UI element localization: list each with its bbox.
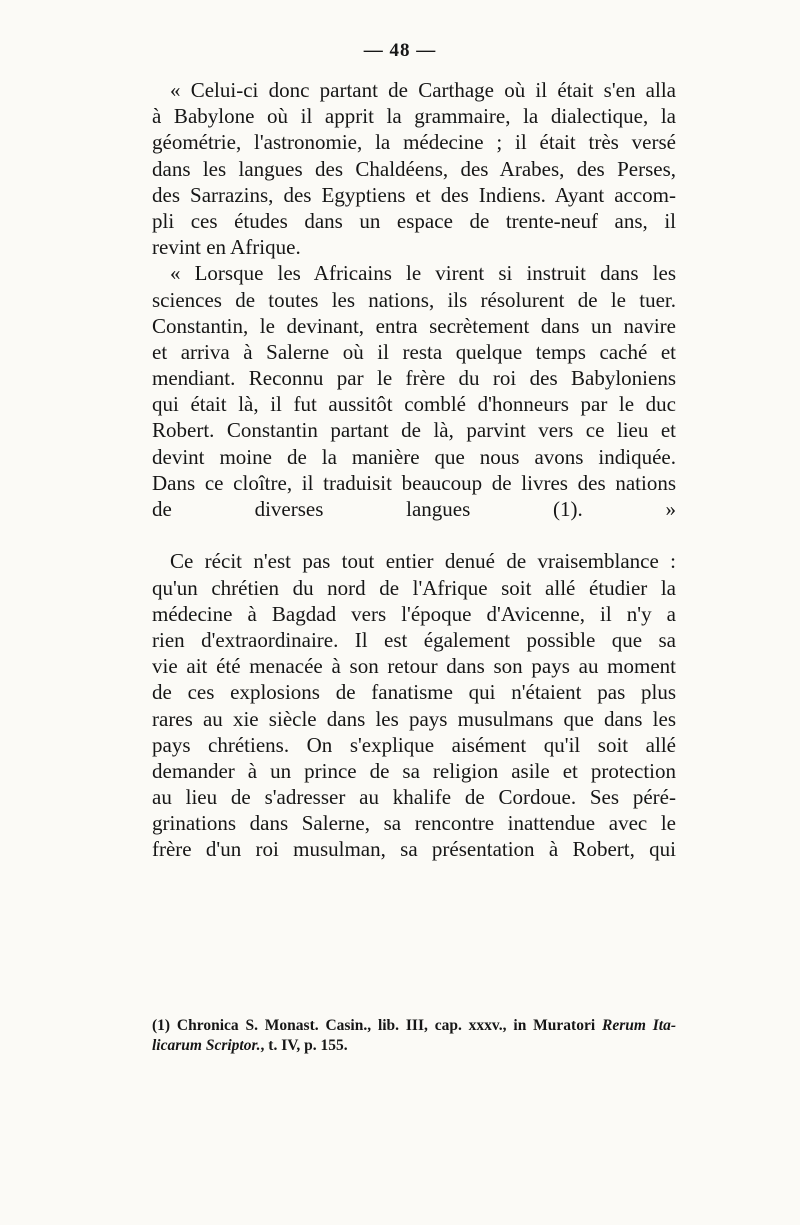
text-line: devint moine de la manière que nous avons indiquée. xyxy=(152,444,676,469)
footnote-text: (1) Chronica S. Monast. Casin., lib. III, cap. xxxv., in Muratori xyxy=(152,1017,602,1034)
text-line: Constantin, le devinant, entra secrètement dans un navire xyxy=(152,313,676,338)
text-line: Robert. Constantin partant de là, parvint vers ce lieu et xyxy=(152,418,676,443)
footnote-line xyxy=(152,1016,676,1036)
text-line: de diverses langues (1). » xyxy=(152,497,676,521)
text-line: qui était là, il fut aussitôt comblé d'honneurs par le duc xyxy=(152,392,676,417)
text-line: rien d'extraordinaire. Il est également possible que sa xyxy=(152,627,676,652)
text-line: vie ait été menacée à son retour dans son pays au moment xyxy=(152,654,676,679)
text-line: au lieu de s'adresser au khalife de Cordoue. Ses péré- xyxy=(152,785,676,810)
text-line: mendiant. Reconnu par le frère du roi des Babyloniens xyxy=(152,366,676,391)
text-line: Dans ce cloître, il traduisit beaucoup de livres des nations xyxy=(152,470,676,495)
text-line xyxy=(152,522,676,548)
text-line: qu'un chrétien du nord de l'Afrique soit allé étudier la xyxy=(152,575,676,600)
page-number: — 48 — xyxy=(363,40,437,61)
text-line: frère d'un roi musulman, sa présentation à Robert, qui xyxy=(152,837,676,862)
main-text xyxy=(152,77,676,863)
text-line: pli ces études dans un espace de trente-neuf ans, il xyxy=(152,208,676,233)
text-line: Ce récit n'est pas tout entier denué de vraisemblance : xyxy=(170,549,676,574)
text-line: et arriva à Salerne où il resta quelque temps caché et xyxy=(152,339,676,364)
text-line: géométrie, l'astronomie, la médecine ; il était très versé xyxy=(152,130,676,155)
text-line: demander à un prince de sa religion asile et protection xyxy=(152,758,676,783)
footnote-title-italic: licarum Scriptor. xyxy=(152,1037,261,1054)
text-line: de ces explosions de fanatisme qui n'étaient pas plus xyxy=(152,680,676,705)
footnote-text: , t. IV, p. 155. xyxy=(260,1037,348,1054)
text-line: des Sarrazins, des Egyptiens et des Indiens. Ayant accom- xyxy=(152,182,676,207)
footnote xyxy=(152,1016,676,1056)
text-line: « Celui-ci donc partant de Carthage où il était s'en alla xyxy=(170,78,676,102)
text-line: « Lorsque les Africains le virent si instruit dans les xyxy=(170,261,676,286)
text-line: médecine à Bagdad vers l'époque d'Avicenne, il n'y a xyxy=(152,601,676,626)
footnote-line xyxy=(152,1036,676,1056)
text-line: à Babylone où il apprit la grammaire, la dialectique, la xyxy=(152,104,676,129)
text-line: grinations dans Salerne, sa rencontre inattendue avec le xyxy=(152,811,676,836)
text-line: revint en Afrique. xyxy=(152,235,301,260)
text-line: pays chrétiens. On s'explique aisément qu'il soit allé xyxy=(152,732,676,757)
text-line: rares au xie siècle dans les pays musulmans que dans les xyxy=(152,706,676,731)
text-line: sciences de toutes les nations, ils résolurent de le tuer. xyxy=(152,287,676,312)
footnote-title-italic: Rerum Ita- xyxy=(601,1017,676,1034)
text-line: dans les langues des Chaldéens, des Arabes, des Perses, xyxy=(152,156,676,181)
